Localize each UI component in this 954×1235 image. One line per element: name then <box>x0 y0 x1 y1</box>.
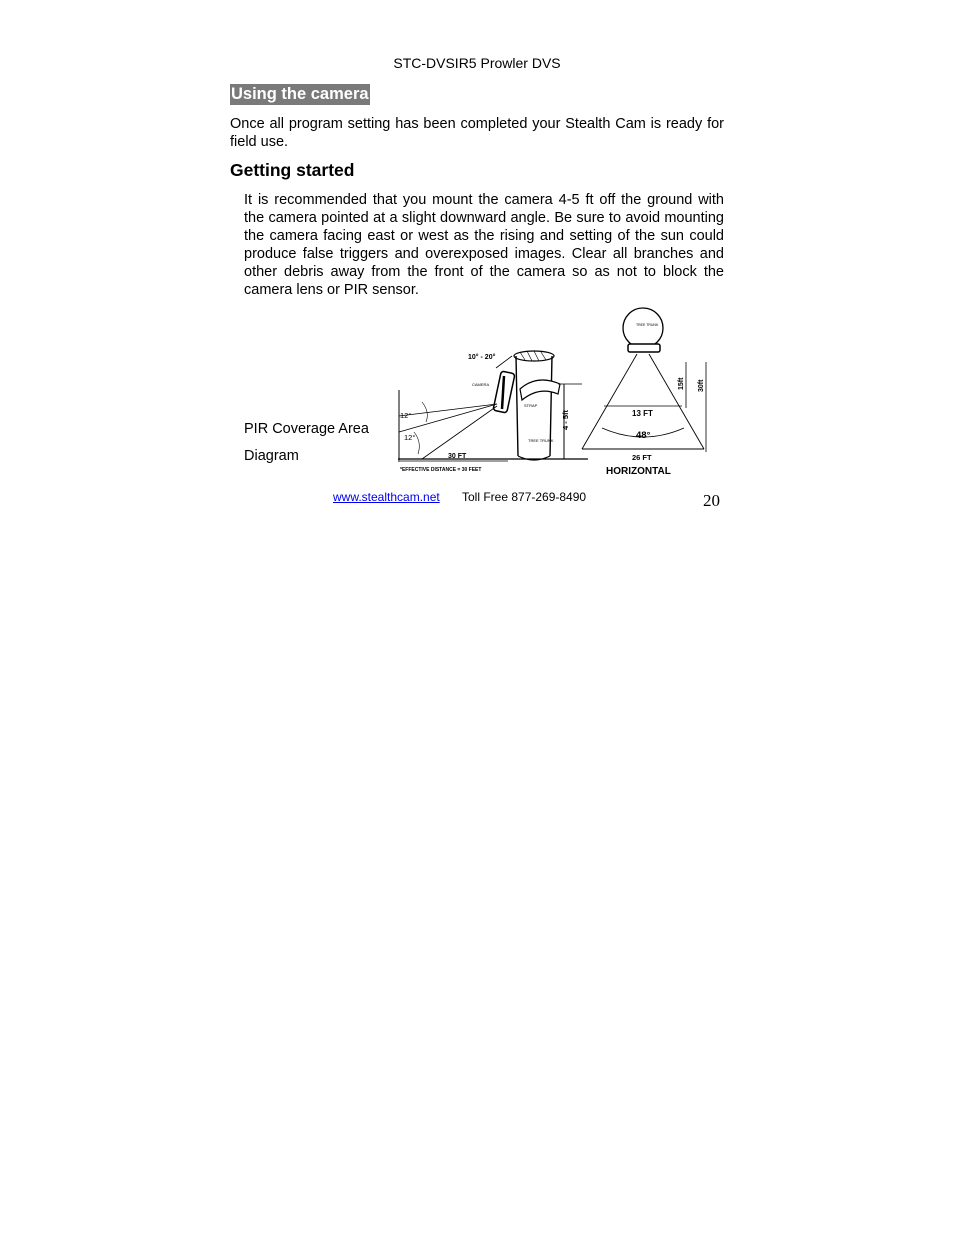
page-number: 20 <box>703 491 720 510</box>
angle-indicator <box>496 356 512 368</box>
label-spread-angle: 48° <box>636 430 651 441</box>
label-angle-upper: 12° <box>400 411 412 420</box>
label-tree-trunk: TREE TRUNK <box>528 438 554 443</box>
coverage-right-edge <box>649 354 704 449</box>
label-near-width: 13 FT <box>632 409 653 418</box>
label-far-width: 26 FT <box>632 453 652 462</box>
label-angle-range: 10° - 20° <box>468 354 496 361</box>
label-top-tree-trunk: TREE TRUNK <box>636 323 659 327</box>
pir-coverage-diagram <box>392 304 712 482</box>
subheading-getting-started: Getting started <box>230 160 355 180</box>
label-distance: 30 FT <box>448 453 467 460</box>
label-height: 4 - 5ft <box>561 409 570 430</box>
top-view-tree-illustration <box>623 308 663 352</box>
strap-illustration <box>520 380 560 400</box>
angle-arc-upper <box>422 402 427 422</box>
label-far-depth: 30ft <box>698 379 705 392</box>
label-near-depth: 15ft <box>678 377 685 390</box>
figure-caption-line-1: PIR Coverage Area <box>244 421 369 437</box>
footer-website-link[interactable]: www.stealthcam.net <box>333 490 440 504</box>
section-heading-using-camera: Using the camera <box>231 85 369 103</box>
beam-center <box>399 404 497 432</box>
figure-caption-line-2: Diagram <box>244 448 299 464</box>
label-angle-lower: 12° <box>404 433 416 442</box>
label-strap: STRAP <box>524 403 538 408</box>
label-horizontal: HORIZONTAL <box>606 466 671 477</box>
beam-upper <box>399 404 497 416</box>
intro-paragraph: Once all program setting has been completed your Stealth Cam is ready for field use. <box>230 116 724 150</box>
label-effective-distance: *EFFECTIVE DISTANCE = 30 FEET <box>400 467 482 473</box>
page-header-title: STC-DVSIR5 Prowler DVS <box>393 55 561 71</box>
footer-phone: Toll Free 877-269-8490 <box>462 490 587 504</box>
beam-lower <box>422 406 497 459</box>
coverage-left-edge <box>582 354 637 449</box>
label-camera: CAMERA <box>472 382 490 387</box>
getting-started-paragraph: It is recommended that you mount the camera 4-5 ft off the ground with the camera pointed at a slight downward angle. Be sure to avoid mounting the camera facing east or west as the rising and setting of the sun could produce false triggers and overexposed images. Clear all branches and other debris away from the front of the camera so as not to block the camera lens or PIR sensor. <box>244 192 724 298</box>
